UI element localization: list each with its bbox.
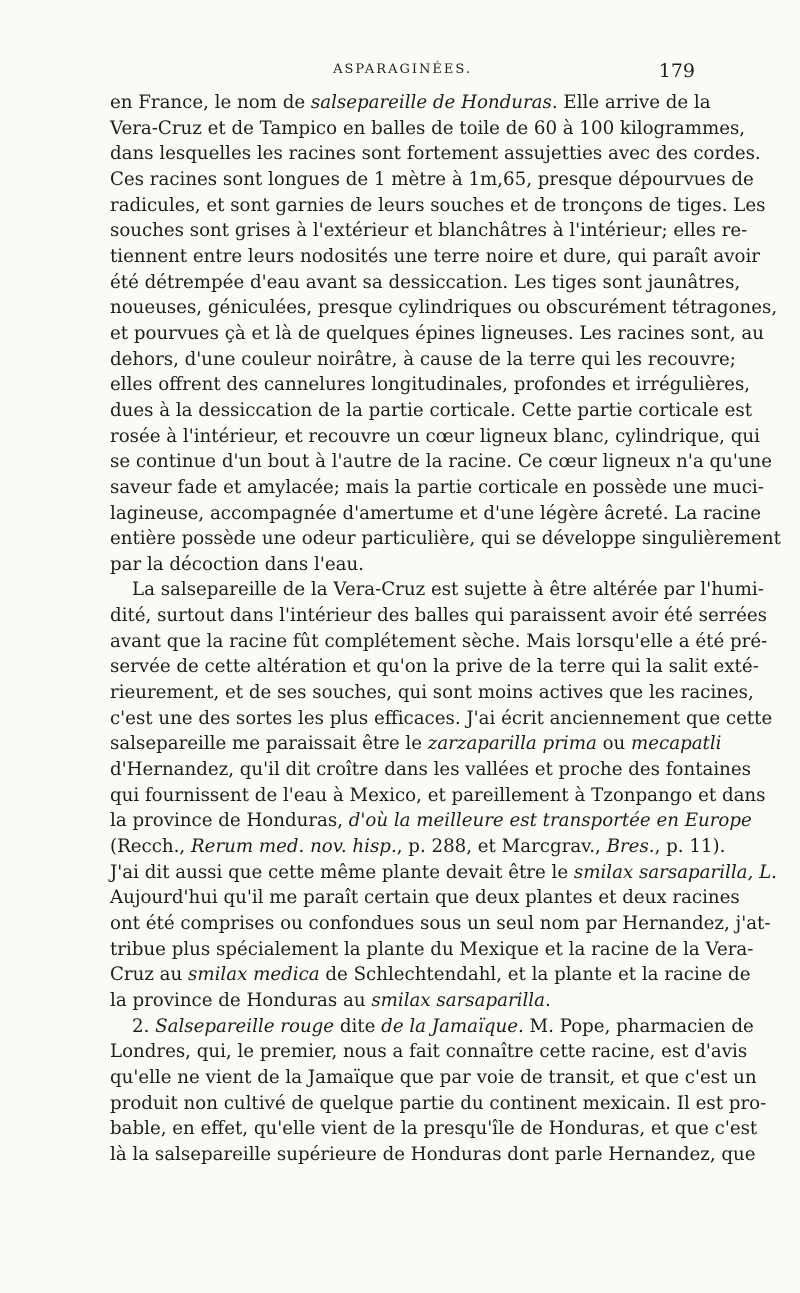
- text-run: . Elle arrive de la: [551, 92, 711, 113]
- text-line: [110, 526, 781, 552]
- text-line: [110, 885, 740, 911]
- text-line: [110, 937, 754, 963]
- text-line: [110, 860, 777, 886]
- text-run: de Schlechtendahl, et la plante et la racine de: [319, 964, 751, 986]
- text-line: [110, 706, 773, 732]
- text-line: [110, 244, 760, 270]
- text-run: Aujourd'hui qu'il me paraît certain que deux plantes et deux racines: [110, 887, 740, 909]
- text-run: là la salsepareille supérieure de Honduras dont parle Hernandez, que: [110, 1143, 756, 1165]
- text-run: c'est une des sortes les plus efficaces. J'ai écrit anciennement que cette: [110, 707, 773, 729]
- text-line: [110, 834, 726, 860]
- text-line: [110, 116, 746, 142]
- text-line: [110, 424, 760, 450]
- text-line: [110, 1039, 748, 1065]
- text-run: entière possède une odeur particulière, qui se développe singulièrement: [110, 528, 781, 550]
- text-line: [110, 90, 711, 116]
- text-line: [110, 218, 748, 244]
- text-run: ont été comprises ou confondues sous un seul nom par Hernandez, j'at-: [110, 913, 771, 934]
- text-line: [110, 167, 754, 193]
- text-run: dehors, d'une couleur noirâtre, à cause de la terre qui les recouvre;: [110, 348, 736, 370]
- text-line: [110, 1116, 758, 1142]
- text-run: Ces racines sont longues de 1 mètre à 1m,65, presque dépourvues de: [110, 168, 754, 190]
- text-run: . M. Pope, pharmacien de: [517, 1015, 754, 1037]
- text-line: [110, 988, 695, 1014]
- italic-text: Bres.: [606, 836, 655, 858]
- text-run: été détrempée d'eau avant sa dessiccation. Les tiges sont jaunâtres,: [110, 271, 741, 293]
- text-run: Cruz au: [110, 964, 189, 986]
- italic-text: smilax sarsaparilla: [371, 989, 545, 1011]
- text-run: qu'elle ne vient de la Jamaïque que par voie de transit, et que c'est un: [110, 1066, 757, 1088]
- page-header: [110, 62, 695, 90]
- running-title: ASPARAGINÉES.: [333, 62, 472, 77]
- text-run: .: [544, 989, 551, 1011]
- text-run: rieurement, et de ses souches, qui sont moins actives que les racines,: [110, 682, 754, 704]
- italic-text: smilax sarsaparilla, L.: [573, 861, 777, 883]
- text-line: [110, 449, 773, 475]
- text-run: et pourvues çà et là de quelques épines ligneuses. Les racines sont, au: [110, 322, 764, 344]
- text-run: dues à la dessiccation de la partie corticale. Cette partie corticale est: [110, 399, 753, 421]
- text-line: [110, 552, 695, 578]
- text-run: avant que la racine fût complétement sèche. Mais lorsqu'elle a été pré-: [110, 630, 768, 652]
- text-line: [110, 654, 759, 680]
- text-line: [110, 731, 722, 757]
- text-run: dite: [334, 1015, 382, 1037]
- text-line: [110, 398, 753, 424]
- text-run: servée de cette altération et qu'on la prive de la terre qui la salit exté-: [110, 656, 759, 678]
- text-line: [110, 321, 764, 347]
- text-line: [110, 1091, 767, 1117]
- text-run: rosée à l'intérieur, et recouvre un cœur ligneux blanc, cylindrique, qui: [110, 425, 760, 447]
- text-run: tribue plus spécialement la plante du Mexique et la racine de la Vera-: [110, 938, 754, 960]
- text-run: ou: [596, 733, 632, 755]
- text-line: [110, 783, 766, 809]
- text-run: bable, en effet, qu'elle vient de la presqu'île de Honduras, et que c'est: [110, 1118, 758, 1140]
- text-run: par la décoction dans l'eau.: [110, 553, 364, 575]
- italic-text: d'où la meilleure est transportée en Europe: [348, 810, 752, 832]
- text-run: J'ai dit aussi que cette même plante devait être le: [110, 861, 574, 883]
- italic-text: de la Jamaïque: [381, 1015, 518, 1037]
- text-run: salsepareille me paraissait être le: [110, 733, 428, 755]
- text-run: tiennent entre leurs nodosités une terre noire et dure, qui paraît avoir: [110, 245, 760, 267]
- text-line: [110, 193, 766, 219]
- text-run: , p. 288, et Marcgrav.,: [396, 836, 607, 858]
- text-line: [110, 501, 762, 527]
- text-line: [110, 962, 751, 988]
- text-run: La salsepareille de la Vera-Cruz est sujette à être altérée par l'humi-: [132, 579, 764, 601]
- text-run: , p. 11).: [654, 836, 726, 858]
- text-line: [110, 295, 778, 321]
- text-run: Vera-Cruz et de Tampico en balles de toile de 60 à 100 kilogrammes,: [110, 117, 746, 139]
- text-line: [110, 629, 768, 655]
- body-text: [110, 90, 781, 1168]
- text-run: produit non cultivé de quelque partie du continent mexicain. Il est pro-: [110, 1092, 767, 1114]
- text-run: saveur fade et amylacée; mais la partie corticale en possède une muci-: [110, 476, 764, 498]
- text-run: lagineuse, accompagnée d'amertume et d'une légère âcreté. La racine: [110, 502, 762, 524]
- italic-text: zarzaparilla prima: [427, 733, 597, 755]
- text-run: en France, le nom de: [110, 92, 311, 113]
- text-run: se continue d'un bout à l'autre de la racine. Ce cœur ligneux n'a qu'une: [110, 451, 773, 473]
- text-line: [110, 808, 752, 834]
- text-run: (Recch.,: [110, 836, 191, 858]
- text-line: [110, 911, 771, 937]
- page-number: 179: [658, 60, 695, 82]
- italic-text: Salsepareille rouge: [155, 1015, 335, 1037]
- text-run: radicules, et sont garnies de leurs souches et de tronçons de tiges. Les: [110, 194, 766, 216]
- text-line: [110, 1065, 757, 1091]
- text-run: Londres, qui, le premier, nous a fait connaître cette racine, est d'avis: [110, 1041, 748, 1063]
- text-run: 2.: [132, 1015, 156, 1037]
- text-run: d'Hernandez, qu'il dit croître dans les vallées et proche des fontaines: [110, 759, 751, 781]
- italic-text: mecapatli: [631, 733, 722, 755]
- text-run: qui fournissent de l'eau à Mexico, et pareillement à Tzonpango et dans: [110, 784, 766, 806]
- text-run: la province de Honduras au: [110, 989, 372, 1011]
- text-run: souches sont grises à l'extérieur et blanchâtres à l'intérieur; elles re-: [110, 220, 748, 242]
- text-run: la province de Honduras,: [110, 810, 349, 832]
- text-run: noueuses, géniculées, presque cylindriques ou obscurément tétragones,: [110, 297, 778, 319]
- text-line: [110, 680, 754, 706]
- text-line: [110, 1142, 756, 1168]
- text-line: [110, 757, 751, 783]
- italic-text: smilax medica: [188, 964, 320, 986]
- italic-text: Rerum med. nov. hisp.: [190, 836, 397, 858]
- text-run: elles offrent des cannelures longitudinales, profondes et irrégulières,: [110, 374, 751, 396]
- text-line: [110, 1014, 754, 1040]
- text-line: [110, 270, 741, 296]
- text-line: [110, 141, 761, 167]
- text-run: dans lesquelles les racines sont fortement assujetties avec des cordes.: [110, 143, 761, 165]
- text-line: [110, 347, 736, 373]
- text-line: [110, 475, 764, 501]
- italic-text: salsepareille de Honduras: [310, 92, 552, 113]
- text-line: [110, 603, 767, 629]
- text-line: [110, 372, 751, 398]
- text-run: dité, surtout dans l'intérieur des balles qui paraissent avoir été serrées: [110, 605, 767, 627]
- text-line: [110, 577, 764, 603]
